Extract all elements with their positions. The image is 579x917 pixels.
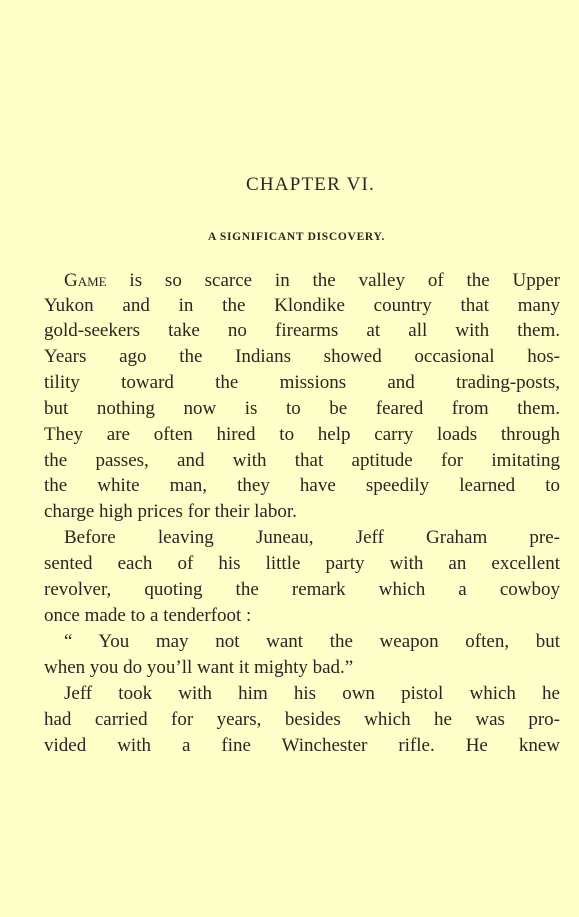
text-line-11: Before leaving Juneau, Jeff Graham pre- bbox=[64, 527, 560, 548]
text-line-8: the passes, and with that aptitude for imitating bbox=[44, 450, 560, 471]
text-line-19: vided with a fine Winchester rifle. He knew bbox=[44, 735, 560, 756]
text-line-5: tility toward the missions and trading-posts, bbox=[44, 372, 560, 393]
text-line-16: when you do you’ll want it mighty bad.” bbox=[44, 657, 354, 678]
chapter-title: CHAPTER VI. bbox=[246, 174, 375, 195]
text-line-15: “ You may not want the weapon often, but bbox=[64, 631, 560, 652]
text-line-17: Jeff took with him his own pistol which he bbox=[64, 683, 560, 704]
text-line-10: charge high prices for their labor. bbox=[44, 501, 297, 522]
text-line-14: once made to a tenderfoot : bbox=[44, 605, 252, 626]
text-line-6: but nothing now is to be feared from them. bbox=[44, 398, 560, 419]
text-line-13: revolver, quoting the remark which a cowboy bbox=[44, 579, 560, 600]
text-line-7: They are often hired to help carry loads through bbox=[44, 424, 560, 445]
text-line-2: Yukon and in the Klondike country that many bbox=[44, 295, 560, 316]
text-line-4: Years ago the Indians showed occasional hos- bbox=[44, 346, 560, 367]
text-line-12: sented each of his little party with an excellent bbox=[44, 553, 560, 574]
text-line-1: Game is so scarce in the valley of the Upper bbox=[64, 270, 560, 291]
text-line-9: the white man, they have speedily learned to bbox=[44, 475, 560, 496]
chapter-subtitle: A SIGNIFICANT DISCOVERY. bbox=[207, 231, 386, 243]
text-line-3: gold-seekers take no firearms at all with them. bbox=[44, 320, 560, 341]
text-line-18: had carried for years, besides which he was pro- bbox=[44, 709, 560, 730]
opening-word: Game bbox=[64, 270, 107, 291]
